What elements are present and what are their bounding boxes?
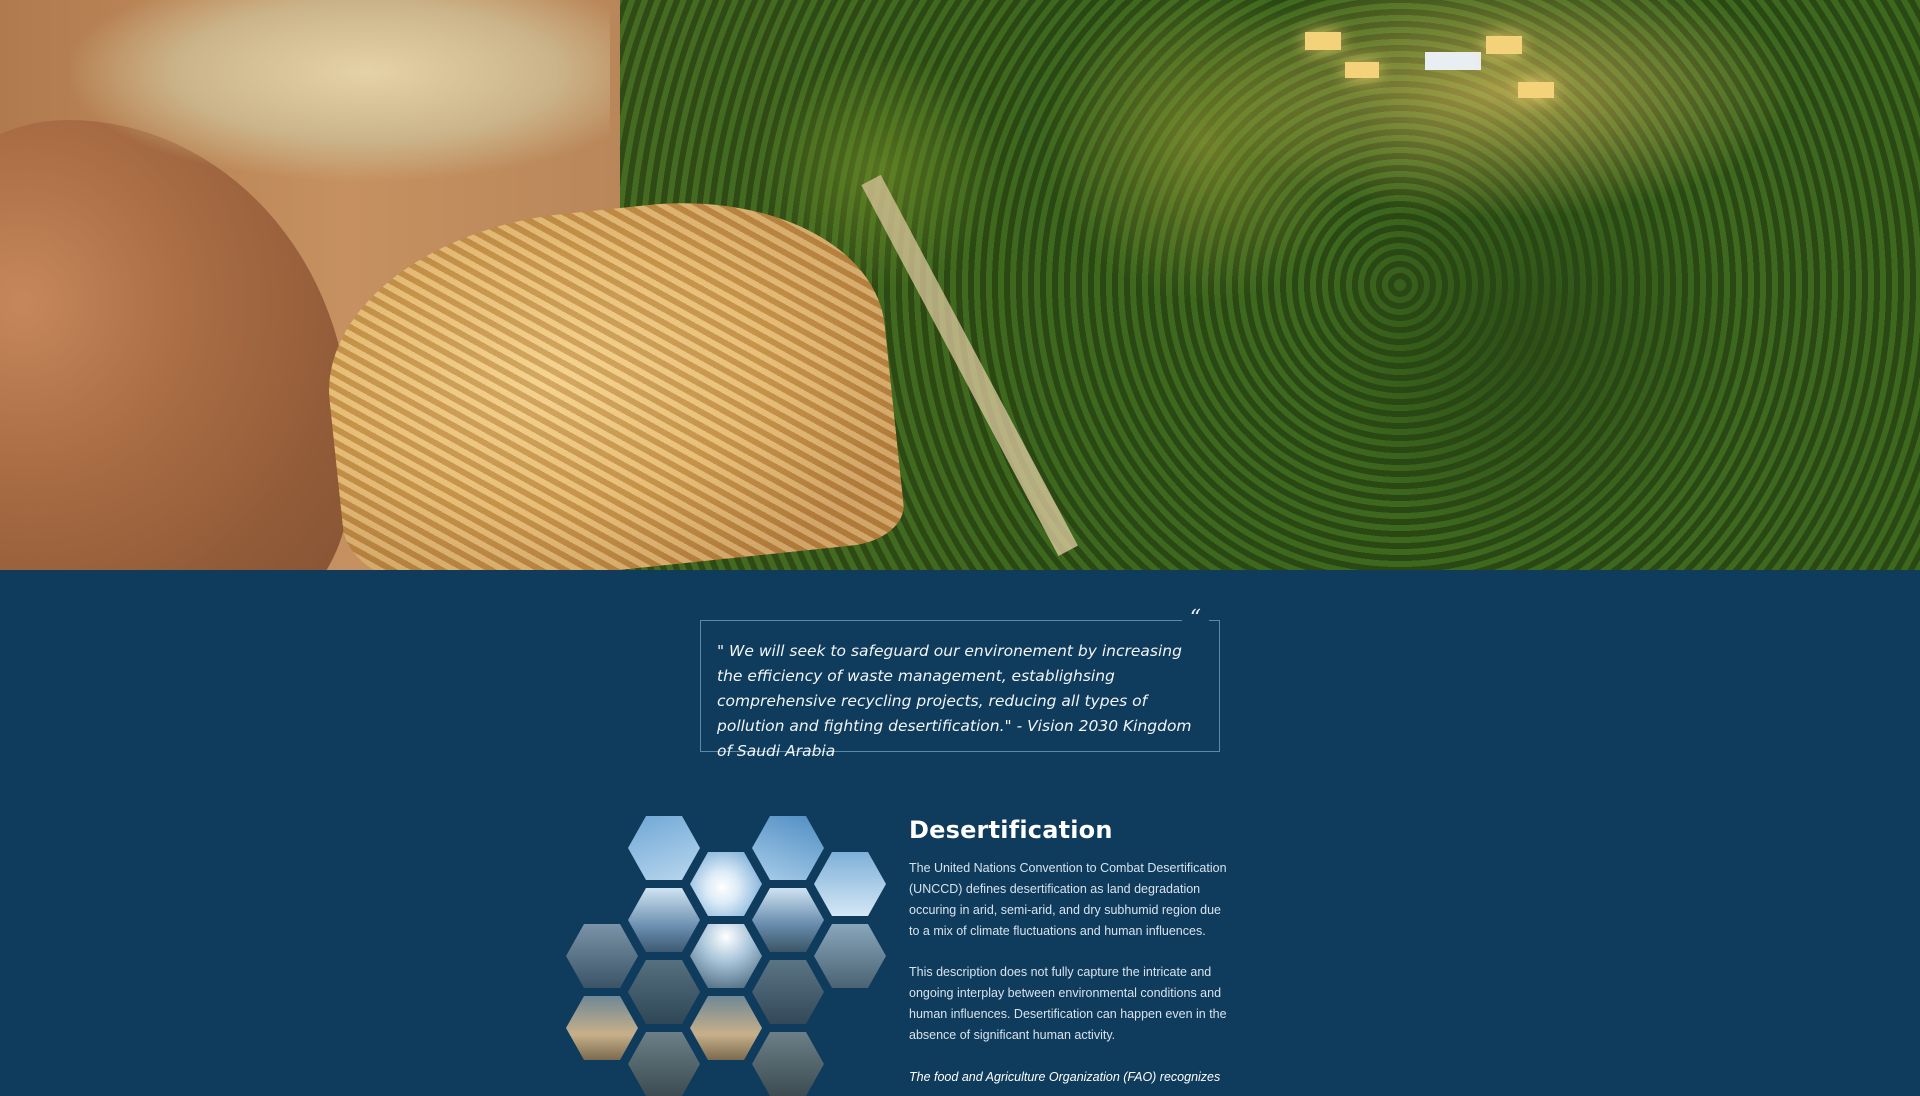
hex-tile (628, 888, 700, 952)
quote-text: " We will seek to safeguard our environement by increasing the efficiency of waste management, establighsing comprehensive recycling projects, reducing all types of pollution and fighting desertification." - Vision 2030 Kingdom of Saudi Arabia (717, 642, 1192, 760)
hero-building (1305, 32, 1341, 50)
hex-tile (690, 852, 762, 916)
hex-tile (690, 996, 762, 1060)
hex-tile (752, 960, 824, 1024)
section-title: Desertification (909, 816, 1113, 844)
hex-tile (628, 1032, 700, 1096)
hex-tile (628, 960, 700, 1024)
hex-tile (752, 1032, 824, 1096)
content-section (0, 570, 1920, 1084)
hex-tile (752, 816, 824, 880)
hexagon-image-collage (570, 816, 890, 1080)
quote-mark-icon: “ (1182, 607, 1209, 631)
hex-tile (566, 924, 638, 988)
hero-building (1518, 82, 1554, 98)
section-paragraph: The United Nations Convention to Combat Desertification (UNCCD) defines desertification as land degradation occuring in arid, semi-arid, and dry subhumid region due to a mix of climate fluctuations and human influences. (909, 861, 1227, 938)
hero-building (1486, 36, 1522, 54)
quote-box (700, 606, 1220, 760)
section-paragraph: The food and Agriculture Organization (FAO) recognizes (909, 1070, 1221, 1084)
section-paragraph: This description does not fully capture the intricate and ongoing interplay between environmental conditions and human influences. Desertification can happen even in the absence of significant human activity. (909, 965, 1227, 1042)
hex-tile (566, 996, 638, 1060)
hero-building (1345, 62, 1379, 78)
hex-tile (814, 924, 886, 988)
hex-tile (814, 852, 886, 916)
hero-village (70, 0, 610, 180)
hero-building (1425, 52, 1481, 70)
hero-light-glow (1200, 0, 1800, 220)
hex-tile (628, 816, 700, 880)
hero-old-town (313, 182, 908, 570)
hero-mountain (0, 120, 350, 570)
hex-tile (690, 924, 762, 988)
hex-tile (752, 888, 824, 952)
